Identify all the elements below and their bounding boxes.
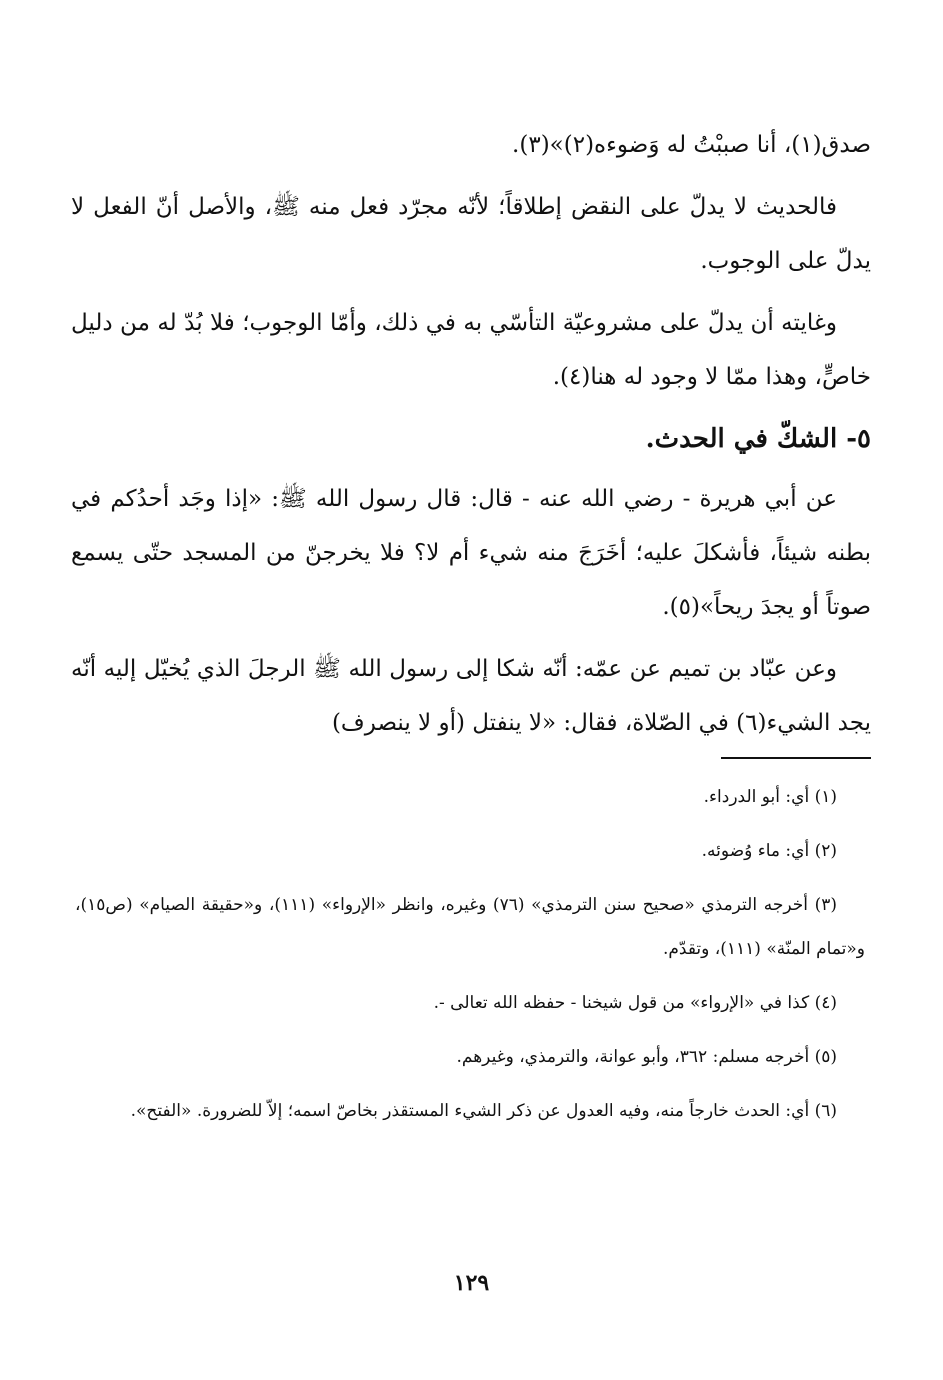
paragraph: وغايته أن يدلّ على مشروعيّة التأسّي به في ذلك، وأمّا الوجوب؛ فلا بُدّ له من دليل خاصٍّ، وهذا ممّا لا وجود له هنا(٤). <box>71 310 871 390</box>
paragraph: وعن عبّاد بن تميم عن عمّه: أنّه شكا إلى رسول الله ﷺ الرجلَ الذي يُخيّل إليه أنّه يجد الشيء(٦) في الصّلاة، فقال: «لا ينفتل (أو لا ينصرف) <box>71 656 871 736</box>
paragraph: فالحديث لا يدلّ على النقض إطلاقاً؛ لأنّه مجرّد فعل منه ﷺ، والأصل أنّ الفعل لا يدلّ على الوجوب. <box>71 194 871 274</box>
page-number: ١٢٩ <box>453 1270 490 1296</box>
section-heading: ٥- الشكّ في الحدث. <box>645 424 871 454</box>
paragraph: عن أبي هريرة - رضي الله عنه - قال: قال رسول الله ﷺ: «إذا وجَد أحدُكم في بطنه شيئاً، فأشكلَ عليه؛ أخَرَجَ منه شيء أم لا؟ فلا يخرجنّ من المسجد حتّى يسمع صوتاً أو يجدَ ريحاً»(٥). <box>71 486 871 620</box>
main-text <box>71 118 871 758</box>
footnotes <box>75 775 865 1143</box>
footnote-separator <box>721 757 871 759</box>
footnote: (٥) أخرجه مسلم: ٣٦٢، وأبو عوانة، والترمذي، وغيرهم. <box>456 1047 837 1067</box>
footnote: (١) أي: أبو الدرداء. <box>703 787 837 807</box>
footnote: (٤) كذا في «الإرواء» من قول شيخنا - حفظه الله تعالى -. <box>433 993 837 1013</box>
footnote: (٦) أي: الحدث خارجاً منه، وفيه العدول عن ذكر الشيء المستقذر بخاصّ اسمه؛ إلاّ للضرورة. «الفتح». <box>130 1101 837 1121</box>
paragraph: صدق(١)، أنا صببْتُ له وَضوءه(٢)»(٣). <box>512 132 871 158</box>
footnote: (٣) أخرجه الترمذي «صحيح سنن الترمذي» (٧٦) وغيره، وانظر «الإرواء» (١١١)، و«حقيقة الصيام» (ص١٥)، و«تمام المنّة» (١١١)، وتقدّم. <box>75 895 865 959</box>
footnote: (٢) أي: ماء وُضوئه. <box>701 841 837 861</box>
